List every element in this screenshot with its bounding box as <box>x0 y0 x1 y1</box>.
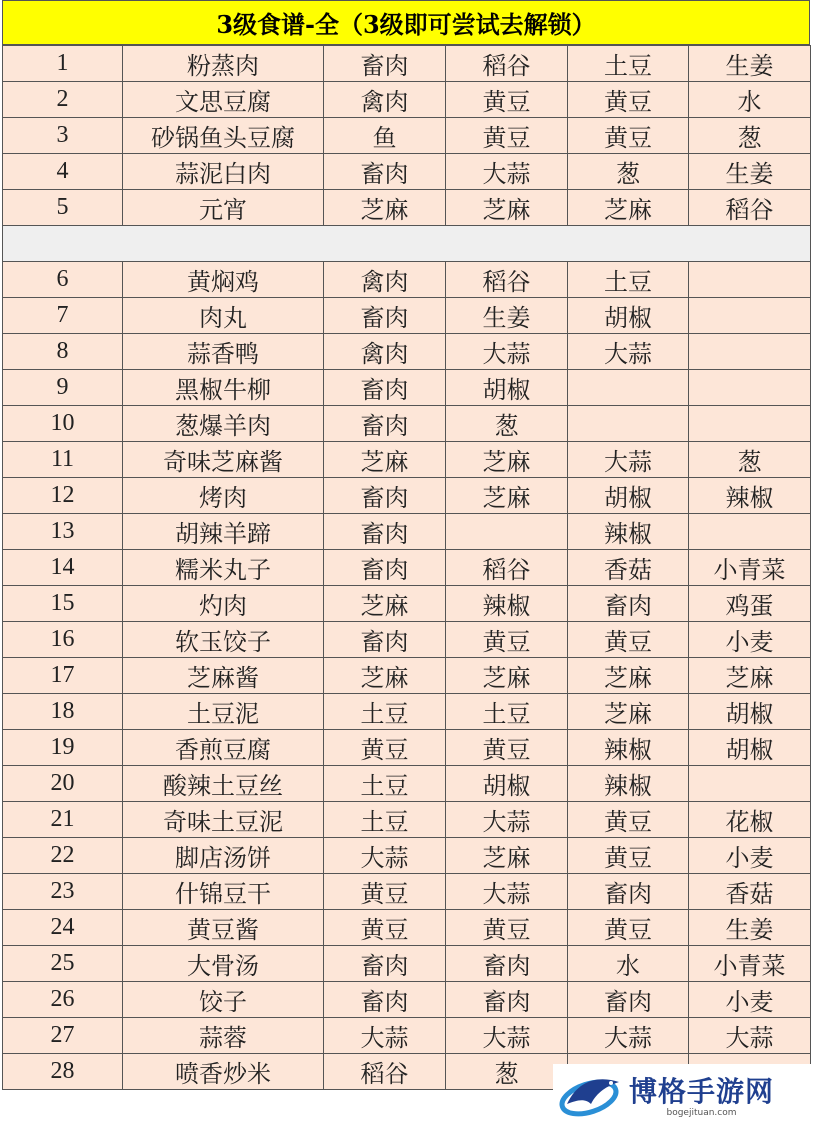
ingredient-1: 芝麻 <box>324 658 446 694</box>
recipe-number: 28 <box>3 1054 123 1090</box>
ingredient-2: 畜肉 <box>446 946 568 982</box>
ingredient-4: 胡椒 <box>689 694 811 730</box>
ingredient-3: 辣椒 <box>568 730 689 766</box>
recipe-row <box>3 118 811 154</box>
recipe-table <box>2 45 811 1090</box>
recipe-number: 9 <box>3 370 123 406</box>
recipe-row <box>3 298 811 334</box>
ingredient-1: 芝麻 <box>324 586 446 622</box>
ingredient-1: 大蒜 <box>324 1018 446 1054</box>
recipe-row <box>3 262 811 298</box>
ingredient-4: 生姜 <box>689 910 811 946</box>
ingredient-3 <box>568 406 689 442</box>
recipe-name: 脚店汤饼 <box>123 838 324 874</box>
ingredient-2: 稻谷 <box>446 262 568 298</box>
ingredient-1: 禽肉 <box>324 262 446 298</box>
recipe-number: 5 <box>3 190 123 226</box>
watermark-text <box>629 1070 774 1118</box>
ingredient-3: 黄豆 <box>568 910 689 946</box>
ingredient-3: 胡椒 <box>568 298 689 334</box>
recipe-number: 13 <box>3 514 123 550</box>
ingredient-4: 辣椒 <box>689 478 811 514</box>
recipe-row <box>3 442 811 478</box>
ingredient-3: 芝麻 <box>568 658 689 694</box>
recipe-row <box>3 514 811 550</box>
ingredient-4: 小青菜 <box>689 550 811 586</box>
recipe-name: 奇味芝麻酱 <box>123 442 324 478</box>
recipe-name: 烤肉 <box>123 478 324 514</box>
ingredient-2 <box>446 514 568 550</box>
recipe-number: 12 <box>3 478 123 514</box>
recipe-number: 27 <box>3 1018 123 1054</box>
ingredient-4: 鸡蛋 <box>689 586 811 622</box>
ingredient-4 <box>689 262 811 298</box>
recipe-row <box>3 766 811 802</box>
recipe-row <box>3 946 811 982</box>
ingredient-1: 畜肉 <box>324 154 446 190</box>
ingredient-3 <box>568 370 689 406</box>
ingredient-2: 黄豆 <box>446 910 568 946</box>
recipe-name: 元宵 <box>123 190 324 226</box>
ingredient-3: 畜肉 <box>568 874 689 910</box>
ingredient-4 <box>689 514 811 550</box>
recipe-name: 蒜泥白肉 <box>123 154 324 190</box>
ingredient-2: 黄豆 <box>446 82 568 118</box>
recipe-number: 8 <box>3 334 123 370</box>
ingredient-3: 大蒜 <box>568 442 689 478</box>
ingredient-4: 小麦 <box>689 982 811 1018</box>
ingredient-1: 土豆 <box>324 694 446 730</box>
ingredient-3: 芝麻 <box>568 694 689 730</box>
ingredient-3: 黄豆 <box>568 622 689 658</box>
recipe-name: 糯米丸子 <box>123 550 324 586</box>
ingredient-4: 小青菜 <box>689 946 811 982</box>
watermark-url: bogejituan.com <box>666 1107 737 1118</box>
recipe-name: 香煎豆腐 <box>123 730 324 766</box>
recipe-name: 什锦豆干 <box>123 874 324 910</box>
ingredient-1: 土豆 <box>324 766 446 802</box>
recipe-row <box>3 478 811 514</box>
separator-row <box>3 226 811 262</box>
ingredient-2: 芝麻 <box>446 478 568 514</box>
recipe-row <box>3 334 811 370</box>
recipe-name: 砂锅鱼头豆腐 <box>123 118 324 154</box>
recipe-number: 23 <box>3 874 123 910</box>
recipe-row <box>3 406 811 442</box>
ingredient-3: 水 <box>568 946 689 982</box>
ingredient-2: 大蒜 <box>446 802 568 838</box>
recipe-row <box>3 982 811 1018</box>
ingredient-4: 水 <box>689 82 811 118</box>
ingredient-3: 芝麻 <box>568 190 689 226</box>
recipe-name: 肉丸 <box>123 298 324 334</box>
recipe-row <box>3 658 811 694</box>
sheet-title: 3级食谱-全（3级即可尝试去解锁） <box>2 0 810 45</box>
recipe-name: 奇味土豆泥 <box>123 802 324 838</box>
ingredient-1: 鱼 <box>324 118 446 154</box>
recipe-row <box>3 190 811 226</box>
ingredient-2: 黄豆 <box>446 730 568 766</box>
ingredient-1: 土豆 <box>324 802 446 838</box>
ingredient-1: 畜肉 <box>324 478 446 514</box>
ingredient-2: 大蒜 <box>446 874 568 910</box>
recipe-name: 黄豆酱 <box>123 910 324 946</box>
bird-logo-icon <box>557 1068 627 1120</box>
ingredient-1: 禽肉 <box>324 334 446 370</box>
ingredient-1: 大蒜 <box>324 838 446 874</box>
ingredient-2: 芝麻 <box>446 442 568 478</box>
recipe-row <box>3 874 811 910</box>
ingredient-4: 香菇 <box>689 874 811 910</box>
recipe-name: 灼肉 <box>123 586 324 622</box>
ingredient-3: 黄豆 <box>568 838 689 874</box>
recipe-number: 3 <box>3 118 123 154</box>
site-watermark <box>553 1064 813 1123</box>
recipe-name: 蒜蓉 <box>123 1018 324 1054</box>
ingredient-3: 葱 <box>568 154 689 190</box>
recipe-name: 喷香炒米 <box>123 1054 324 1090</box>
recipe-number: 7 <box>3 298 123 334</box>
ingredient-3: 辣椒 <box>568 514 689 550</box>
recipe-name: 芝麻酱 <box>123 658 324 694</box>
ingredient-2: 生姜 <box>446 298 568 334</box>
ingredient-2: 稻谷 <box>446 46 568 82</box>
ingredient-4: 稻谷 <box>689 190 811 226</box>
recipe-number: 25 <box>3 946 123 982</box>
recipe-sheet <box>2 0 810 1090</box>
recipe-number: 14 <box>3 550 123 586</box>
ingredient-3: 大蒜 <box>568 1018 689 1054</box>
ingredient-4: 小麦 <box>689 838 811 874</box>
ingredient-1: 芝麻 <box>324 442 446 478</box>
recipe-name: 胡辣羊蹄 <box>123 514 324 550</box>
ingredient-4: 胡椒 <box>689 730 811 766</box>
ingredient-4: 芝麻 <box>689 658 811 694</box>
watermark-main: 博格手游网 <box>629 1074 775 1108</box>
recipe-row <box>3 802 811 838</box>
ingredient-1: 畜肉 <box>324 298 446 334</box>
recipe-number: 20 <box>3 766 123 802</box>
recipe-name: 黑椒牛柳 <box>123 370 324 406</box>
ingredient-2: 葱 <box>446 1054 568 1090</box>
ingredient-2: 大蒜 <box>446 1018 568 1054</box>
ingredient-2: 芝麻 <box>446 658 568 694</box>
recipe-rows-group-a <box>3 46 811 226</box>
ingredient-2: 土豆 <box>446 694 568 730</box>
ingredient-2: 畜肉 <box>446 982 568 1018</box>
ingredient-4: 葱 <box>689 118 811 154</box>
recipe-row <box>3 910 811 946</box>
ingredient-3: 大蒜 <box>568 334 689 370</box>
ingredient-2: 葱 <box>446 406 568 442</box>
ingredient-2: 胡椒 <box>446 370 568 406</box>
ingredient-3: 畜肉 <box>568 586 689 622</box>
ingredient-4 <box>689 298 811 334</box>
recipe-row <box>3 1018 811 1054</box>
recipe-name: 黄焖鸡 <box>123 262 324 298</box>
recipe-row <box>3 622 811 658</box>
ingredient-4: 生姜 <box>689 154 811 190</box>
recipe-row <box>3 586 811 622</box>
separator-group <box>3 226 811 262</box>
recipe-name: 土豆泥 <box>123 694 324 730</box>
recipe-row <box>3 46 811 82</box>
recipe-number: 18 <box>3 694 123 730</box>
ingredient-3: 辣椒 <box>568 766 689 802</box>
recipe-number: 24 <box>3 910 123 946</box>
recipe-number: 26 <box>3 982 123 1018</box>
ingredient-1: 黄豆 <box>324 910 446 946</box>
ingredient-4: 花椒 <box>689 802 811 838</box>
ingredient-3: 黄豆 <box>568 82 689 118</box>
ingredient-1: 黄豆 <box>324 874 446 910</box>
ingredient-3: 土豆 <box>568 46 689 82</box>
recipe-name: 软玉饺子 <box>123 622 324 658</box>
ingredient-4: 小麦 <box>689 622 811 658</box>
recipe-name: 粉蒸肉 <box>123 46 324 82</box>
ingredient-1: 芝麻 <box>324 190 446 226</box>
ingredient-2: 黄豆 <box>446 622 568 658</box>
ingredient-4 <box>689 766 811 802</box>
recipe-row <box>3 370 811 406</box>
recipe-row <box>3 154 811 190</box>
recipe-number: 11 <box>3 442 123 478</box>
recipe-row <box>3 694 811 730</box>
ingredient-1: 畜肉 <box>324 982 446 1018</box>
recipe-name: 酸辣土豆丝 <box>123 766 324 802</box>
ingredient-2: 芝麻 <box>446 838 568 874</box>
ingredient-4 <box>689 334 811 370</box>
ingredient-4: 葱 <box>689 442 811 478</box>
recipe-number: 15 <box>3 586 123 622</box>
ingredient-1: 畜肉 <box>324 46 446 82</box>
ingredient-4: 生姜 <box>689 46 811 82</box>
recipe-name: 蒜香鸭 <box>123 334 324 370</box>
ingredient-2: 黄豆 <box>446 118 568 154</box>
ingredient-4 <box>689 406 811 442</box>
ingredient-4 <box>689 370 811 406</box>
recipe-number: 1 <box>3 46 123 82</box>
ingredient-4: 大蒜 <box>689 1018 811 1054</box>
ingredient-1: 畜肉 <box>324 406 446 442</box>
recipe-row <box>3 838 811 874</box>
ingredient-1: 畜肉 <box>324 550 446 586</box>
recipe-row <box>3 730 811 766</box>
recipe-name: 饺子 <box>123 982 324 1018</box>
ingredient-1: 稻谷 <box>324 1054 446 1090</box>
ingredient-2: 辣椒 <box>446 586 568 622</box>
recipe-row <box>3 82 811 118</box>
ingredient-2: 大蒜 <box>446 154 568 190</box>
recipe-number: 10 <box>3 406 123 442</box>
recipe-number: 17 <box>3 658 123 694</box>
recipe-name: 葱爆羊肉 <box>123 406 324 442</box>
recipe-number: 6 <box>3 262 123 298</box>
ingredient-3: 土豆 <box>568 262 689 298</box>
recipe-number: 22 <box>3 838 123 874</box>
recipe-number: 21 <box>3 802 123 838</box>
ingredient-2: 大蒜 <box>446 334 568 370</box>
recipe-number: 2 <box>3 82 123 118</box>
ingredient-1: 畜肉 <box>324 622 446 658</box>
recipe-number: 16 <box>3 622 123 658</box>
ingredient-3: 香菇 <box>568 550 689 586</box>
recipe-number: 4 <box>3 154 123 190</box>
ingredient-1: 畜肉 <box>324 946 446 982</box>
recipe-name: 大骨汤 <box>123 946 324 982</box>
recipe-rows-group-b <box>3 262 811 1090</box>
ingredient-1: 黄豆 <box>324 730 446 766</box>
ingredient-3: 黄豆 <box>568 802 689 838</box>
ingredient-1: 禽肉 <box>324 82 446 118</box>
ingredient-1: 畜肉 <box>324 514 446 550</box>
ingredient-3: 畜肉 <box>568 982 689 1018</box>
ingredient-3: 胡椒 <box>568 478 689 514</box>
recipe-name: 文思豆腐 <box>123 82 324 118</box>
recipe-number: 19 <box>3 730 123 766</box>
separator-cell <box>3 226 811 262</box>
recipe-row <box>3 550 811 586</box>
ingredient-2: 芝麻 <box>446 190 568 226</box>
ingredient-2: 胡椒 <box>446 766 568 802</box>
ingredient-2: 稻谷 <box>446 550 568 586</box>
ingredient-3: 黄豆 <box>568 118 689 154</box>
ingredient-1: 畜肉 <box>324 370 446 406</box>
